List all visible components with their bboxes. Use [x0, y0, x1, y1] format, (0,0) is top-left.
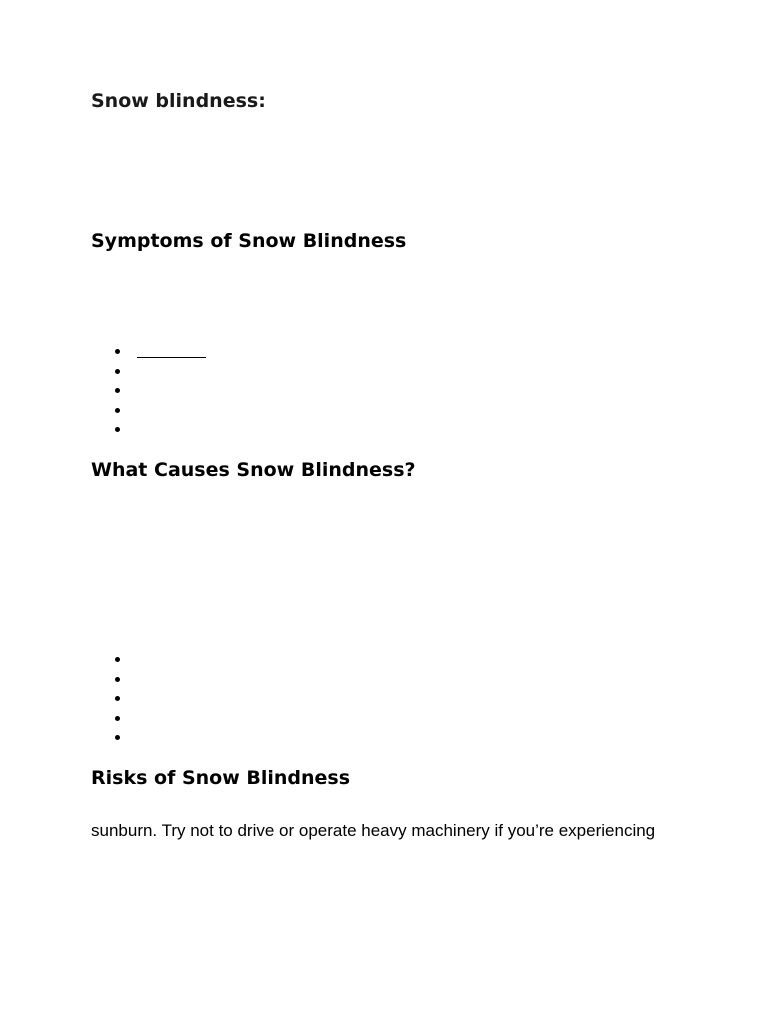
bullet-icon — [115, 696, 120, 701]
list-item — [91, 401, 391, 421]
document-title: Snow blindness: — [91, 90, 266, 112]
list-item — [91, 342, 391, 362]
list-item — [91, 362, 391, 382]
section-heading-symptoms: Symptoms of Snow Blindness — [91, 230, 407, 252]
bullet-icon — [115, 735, 120, 740]
list-item — [91, 670, 391, 690]
list-item — [91, 728, 391, 748]
bullet-icon — [115, 349, 120, 354]
bullet-icon — [115, 427, 120, 432]
hyperlink-underline[interactable] — [137, 357, 206, 358]
causes-bullet-list — [91, 650, 391, 748]
bullet-icon — [115, 677, 120, 682]
list-item — [91, 709, 391, 729]
section-heading-risks: Risks of Snow Blindness — [91, 767, 351, 789]
bullet-icon — [115, 369, 120, 374]
section-heading-causes: What Causes Snow Blindness? — [91, 459, 416, 481]
bullet-icon — [115, 388, 120, 393]
list-item — [91, 420, 391, 440]
bullet-icon — [115, 408, 120, 413]
list-item — [91, 381, 391, 401]
list-item — [91, 650, 391, 670]
symptoms-bullet-list — [91, 342, 391, 440]
list-item — [91, 689, 391, 709]
bullet-icon — [115, 716, 120, 721]
bullet-icon — [115, 657, 120, 662]
risks-paragraph: sunburn. Try not to drive or operate heavy machinery if you’re experiencing — [91, 821, 656, 840]
